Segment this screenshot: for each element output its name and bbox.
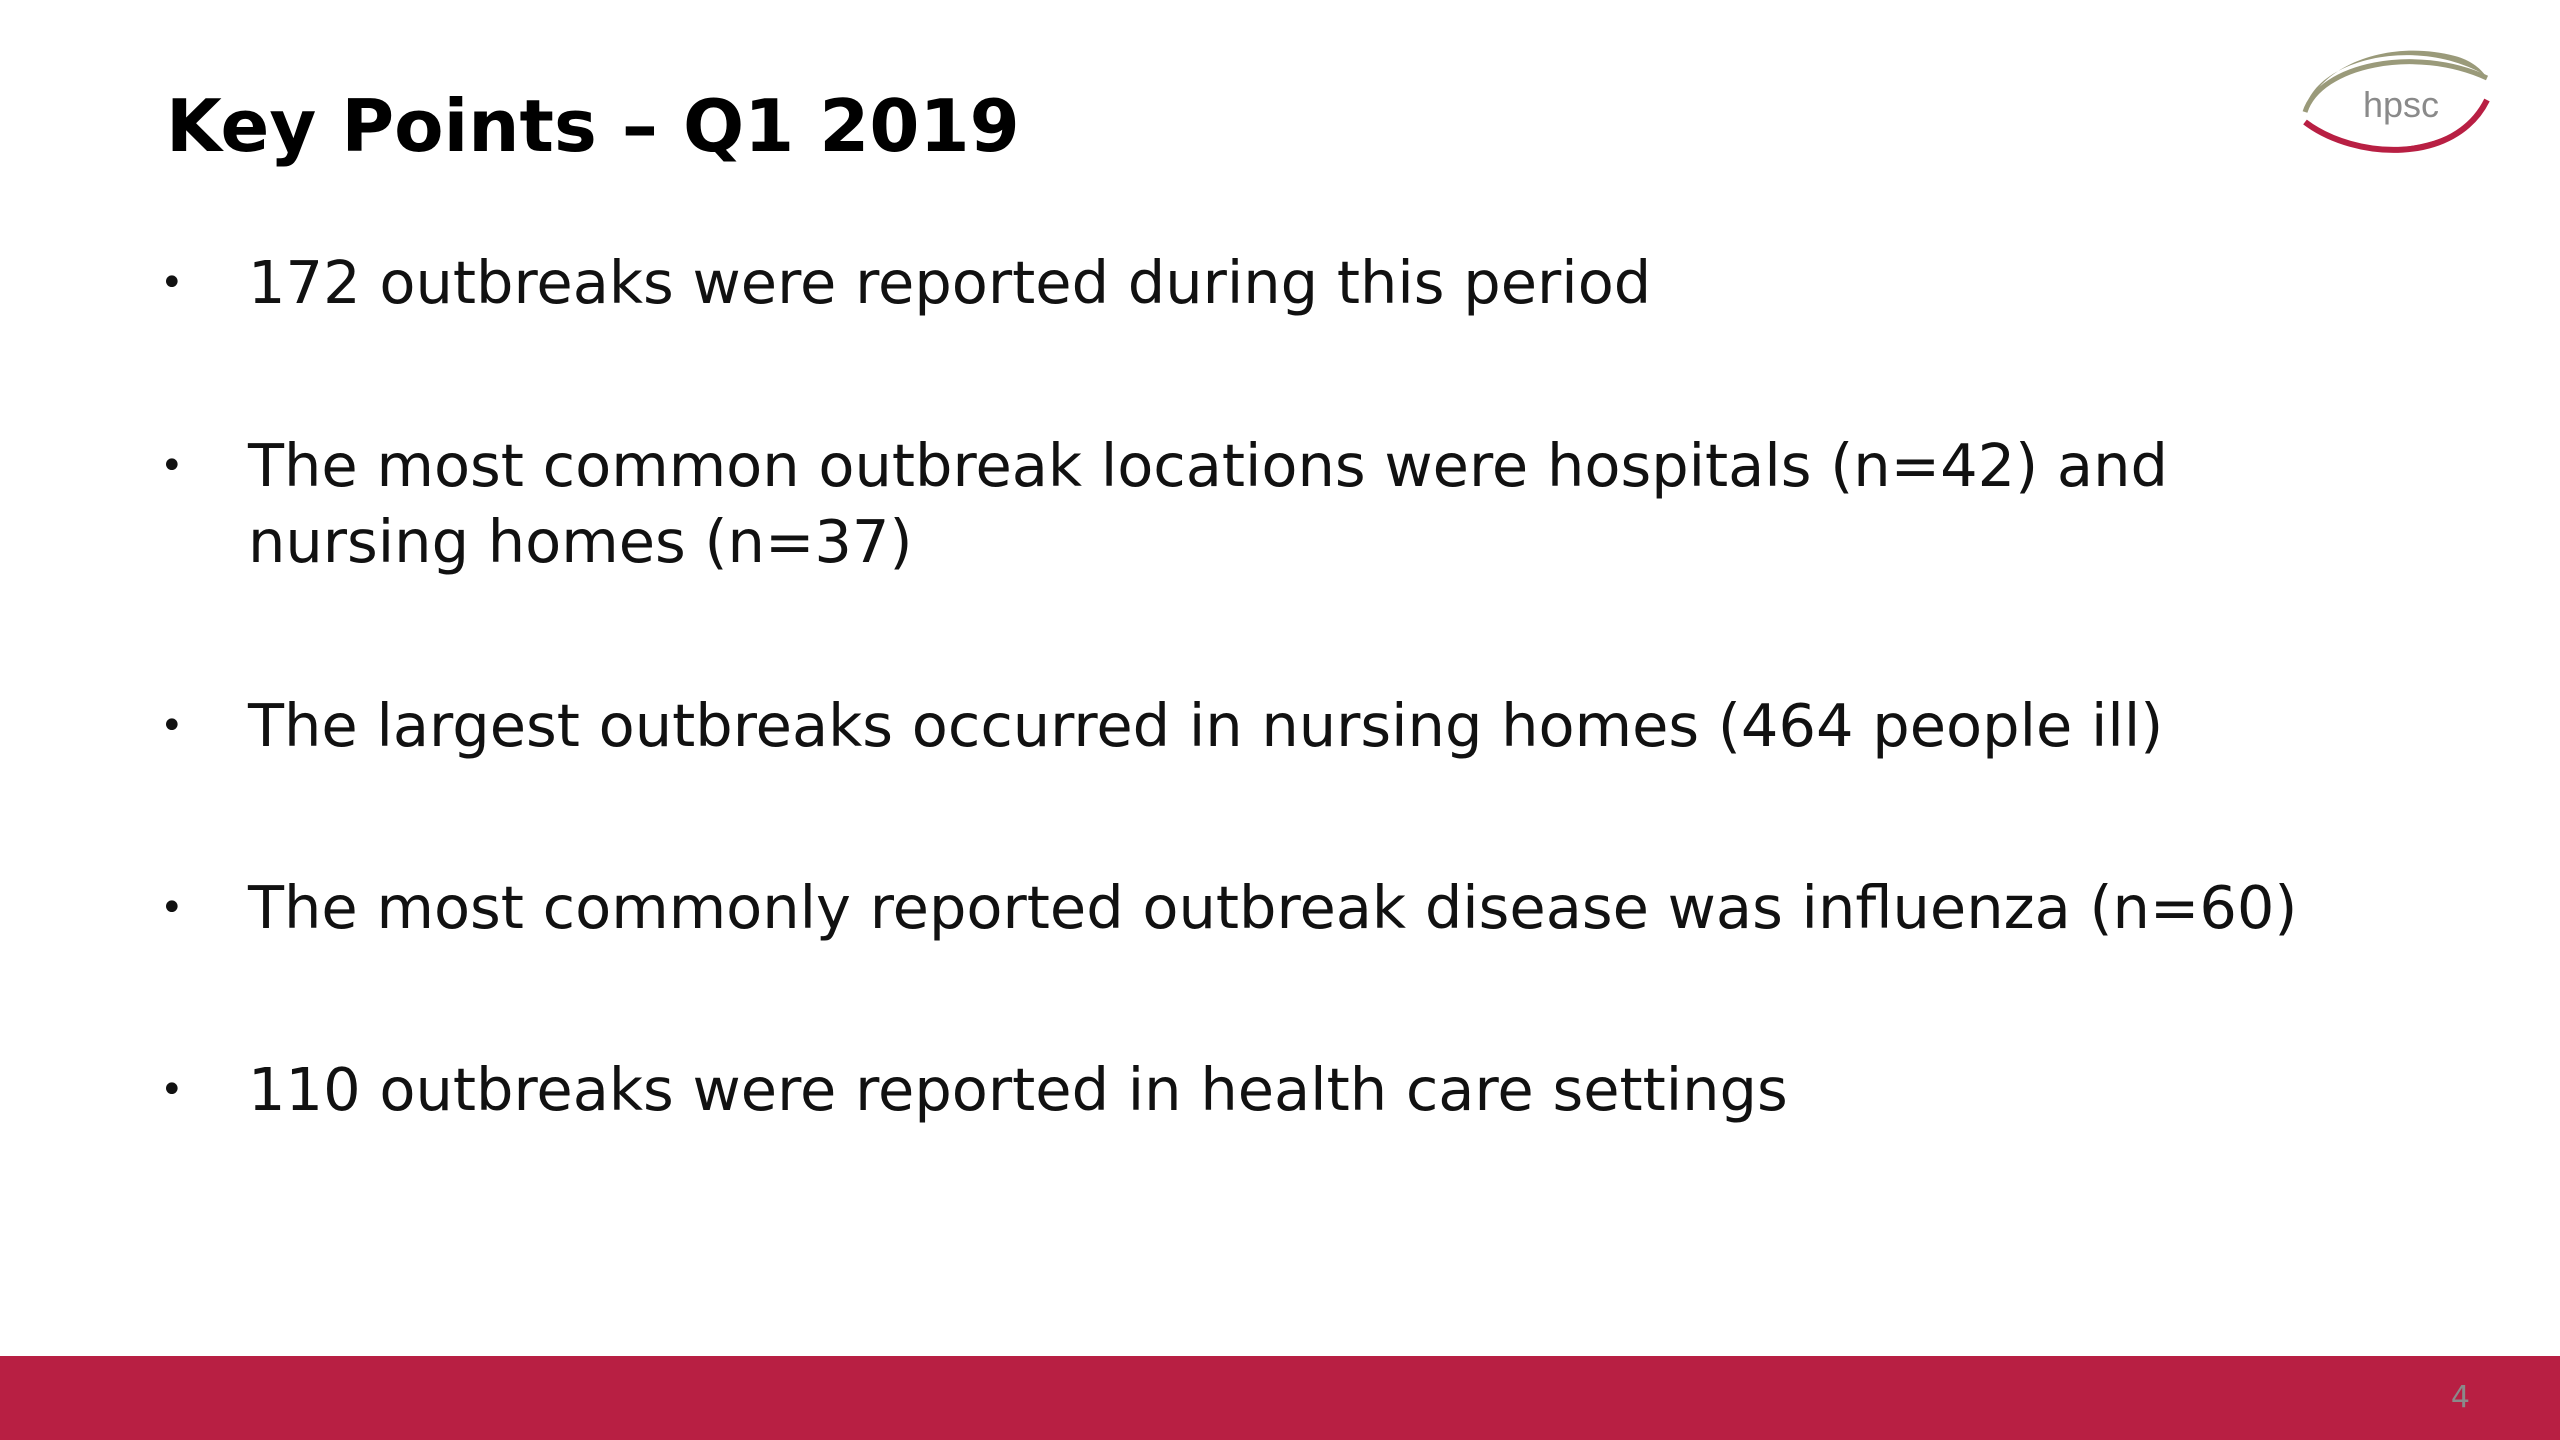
bullet-marker: • (160, 703, 184, 749)
bullet-marker: • (160, 443, 184, 489)
bullet-text: The largest outbreaks occurred in nursing homes (464 people ill) (248, 691, 2164, 760)
bullet-marker: • (160, 885, 184, 931)
bullet-marker: • (160, 1067, 184, 1113)
footer-bar (0, 1356, 2560, 1440)
bullet-text: The most commonly reported outbreak disease was influenza (n=60) (248, 873, 2298, 942)
bullet-text: The most common outbreak locations were hospitals (n=42) and nursing homes (n=37) (248, 431, 2168, 576)
logo-text: hpsc (2362, 84, 2440, 125)
slide-title: Key Points – Q1 2019 (166, 84, 1020, 168)
bullet-text: 110 outbreaks were reported in health care settings (248, 1055, 1788, 1124)
page-number: 4 (2450, 1380, 2470, 1415)
bullet-text: 172 outbreaks were reported during this period (248, 248, 1652, 317)
bullet-marker: • (160, 260, 184, 306)
